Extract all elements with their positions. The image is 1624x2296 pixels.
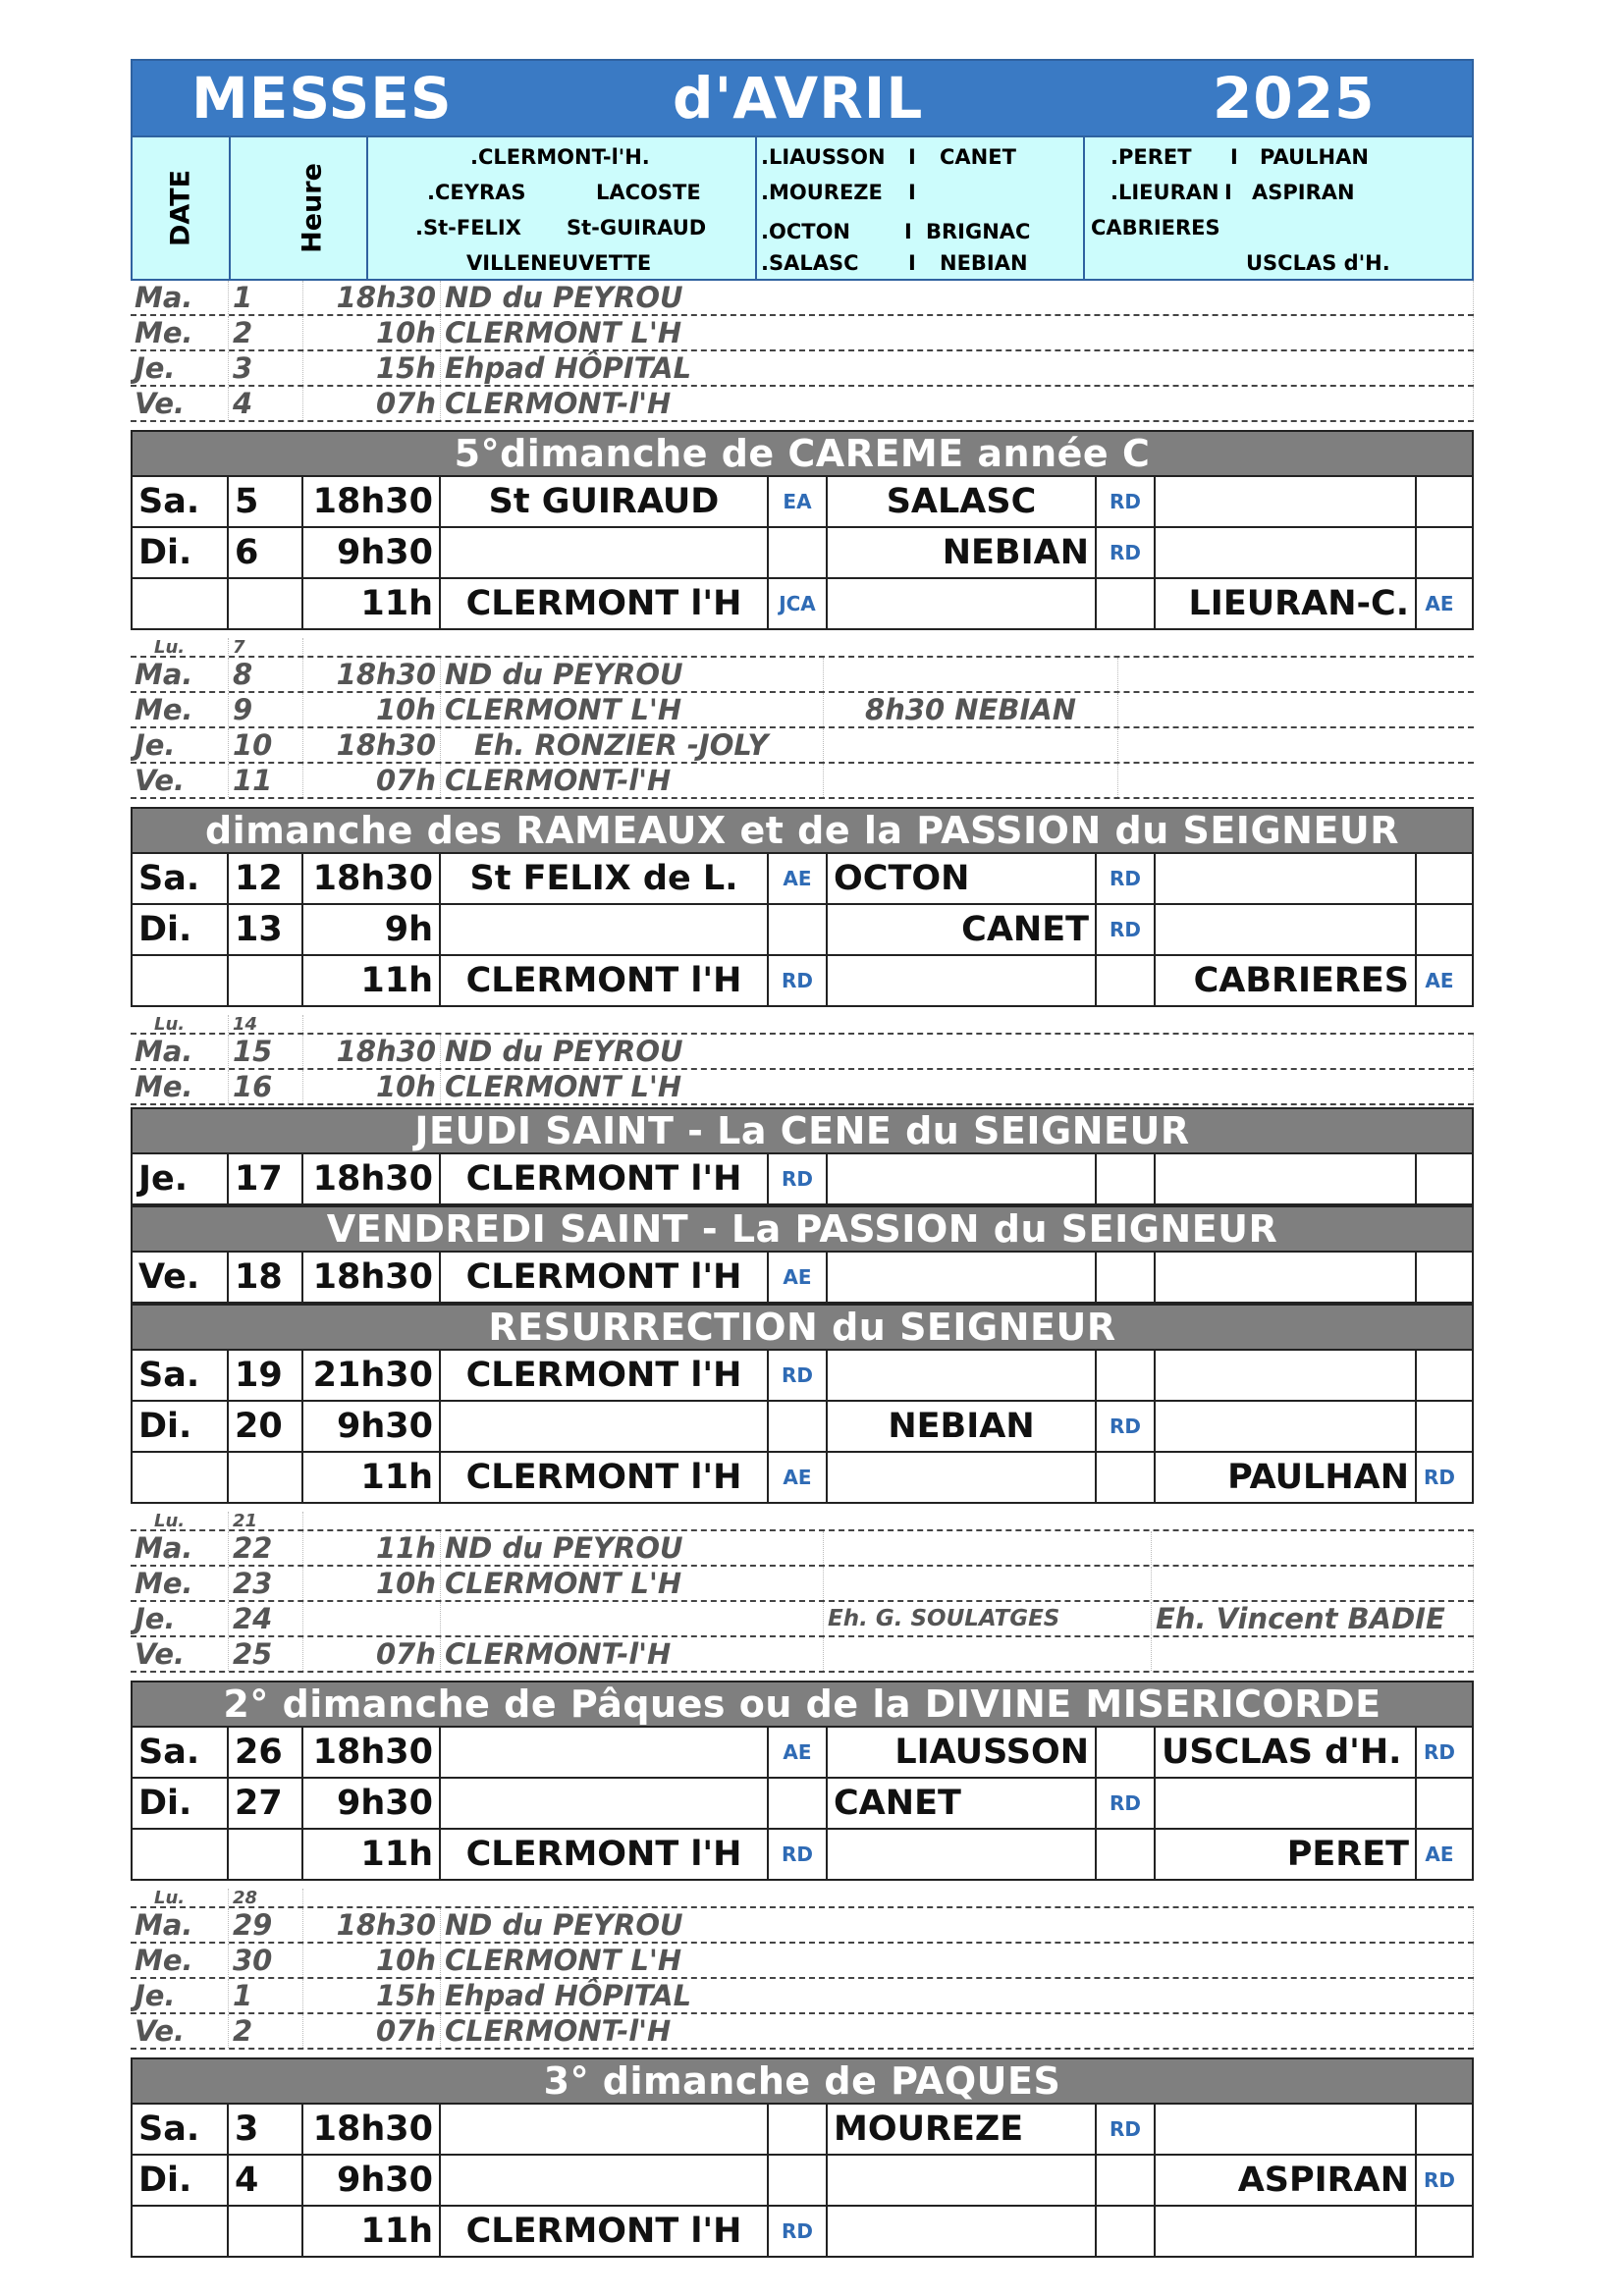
section-title: dimanche des RAMEAUX et de la PASSION du SEIGNEUR xyxy=(131,807,1474,854)
mass-row: 11h CLERMONT l'H RD PERET AE xyxy=(131,1830,1474,1881)
mass-row: 11h CLERMONT l'H JCA LIEURAN-C. AE xyxy=(131,579,1474,630)
header-parishes-1: .CLERMONT-l'H. .CEYRAS LACOSTE .St-FELIX St-GUIRAUD VILLENEUVETTE xyxy=(368,137,757,279)
title-year: 2025 xyxy=(1213,65,1376,132)
mass-row: Je. 17 18h30 CLERMONT l'H RD xyxy=(131,1154,1474,1205)
section-title: JEUDI SAINT - La CENE du SEIGNEUR xyxy=(131,1107,1474,1154)
mass-row: Sa. 12 18h30 St FELIX de L. AE OCTON RD xyxy=(131,854,1474,905)
weekday-row: Ma. 8 18h30 ND du PEYROU xyxy=(131,658,1474,693)
weekday-row: Ve. 25 07h CLERMONT-l'H xyxy=(131,1637,1474,1673)
section-title: 5°dimanche de CAREME année C xyxy=(131,430,1474,477)
mass-row: Di. 27 9h30 CANET RD xyxy=(131,1779,1474,1830)
mass-row: Di. 4 9h30 ASPIRAN RD xyxy=(131,2156,1474,2207)
weekday-row: Me. 16 10h CLERMONT L'H xyxy=(131,1070,1474,1105)
mass-row: Sa. 5 18h30 St GUIRAUD EA SALASC RD xyxy=(131,477,1474,528)
monday-row: Lu. 7 xyxy=(131,638,1474,658)
header-heure: Heure xyxy=(231,137,368,279)
weekday-row: Je. 10 18h30 Eh. RONZIER -JOLY xyxy=(131,728,1474,764)
title-messes: MESSES xyxy=(191,65,453,132)
weekday-row: Ve. 4 07h CLERMONT-l'H xyxy=(131,387,1474,422)
weekday-row: Ve. 2 07h CLERMONT-l'H xyxy=(131,2014,1474,2050)
monday-row: Lu. 21 xyxy=(131,1512,1474,1531)
weekday-row: Me. 23 10h CLERMONT L'H xyxy=(131,1567,1474,1602)
section-title: VENDREDI SAINT - La PASSION du SEIGNEUR xyxy=(131,1205,1474,1253)
monday-row: Lu. 14 xyxy=(131,1015,1474,1035)
weekday-row: Ma. 29 18h30 ND du PEYROU xyxy=(131,1908,1474,1944)
weekday-row: Me. 2 10h CLERMONT L'H xyxy=(131,316,1474,351)
title-banner xyxy=(131,59,1474,137)
mass-row: Sa. 19 21h30 CLERMONT l'H RD xyxy=(131,1351,1474,1402)
mass-row: Di. 13 9h CANET RD xyxy=(131,905,1474,956)
column-header xyxy=(131,137,1474,281)
section-title: 3° dimanche de PAQUES xyxy=(131,2057,1474,2105)
header-parishes-3: .PERET I PAULHAN .LIEURAN I ASPIRAN CABRIERES USCLAS d'H. xyxy=(1091,145,1390,275)
title-month: d'AVRIL xyxy=(673,65,924,132)
weekday-row: Ma. 15 18h30 ND du PEYROU xyxy=(131,1035,1474,1070)
mass-row: 11h CLERMONT l'H AE PAULHAN RD xyxy=(131,1453,1474,1504)
mass-row: 11h CLERMONT l'H RD xyxy=(131,2207,1474,2258)
mass-row: Ve. 18 18h30 CLERMONT l'H AE xyxy=(131,1253,1474,1304)
weekday-row: Je. 3 15h Ehpad HÔPITAL xyxy=(131,351,1474,387)
weekday-row: Ma. 22 11h ND du PEYROU xyxy=(131,1531,1474,1567)
weekday-row: Me. 30 10h CLERMONT L'H xyxy=(131,1944,1474,1979)
mass-row: Di. 20 9h30 NEBIAN RD xyxy=(131,1402,1474,1453)
weekday-row: Je. 24 Eh. G. SOULATGES Eh. Vincent BADIE xyxy=(131,1602,1474,1637)
weekday-row: Me. 9 10h CLERMONT L'H 8h30 NEBIAN xyxy=(131,693,1474,728)
header-parishes-2: .LIAUSSON I CANET .MOUREZE I .OCTON I BRIGNAC .SALASC I NEBIAN xyxy=(757,137,1085,279)
mass-row: Sa. 26 18h30 AE LIAUSSON USCLAS d'H. RD xyxy=(131,1728,1474,1779)
monday-row: Lu. 28 xyxy=(131,1889,1474,1908)
mass-row: 11h CLERMONT l'H RD CABRIERES AE xyxy=(131,956,1474,1007)
weekday-row: Ve. 11 07h CLERMONT-l'H xyxy=(131,764,1474,799)
weekday-row: Je. 1 15h Ehpad HÔPITAL xyxy=(131,1979,1474,2014)
mass-row: Sa. 3 18h30 MOUREZE RD xyxy=(131,2105,1474,2156)
section-title: 2° dimanche de Pâques ou de la DIVINE MISERICORDE xyxy=(131,1681,1474,1728)
section-title: RESURRECTION du SEIGNEUR xyxy=(131,1304,1474,1351)
weekday-row: Ma. 1 18h30 ND du PEYROU xyxy=(131,281,1474,316)
header-date: DATE xyxy=(133,137,231,279)
schedule-sheet xyxy=(131,59,1474,2258)
mass-row: Di. 6 9h30 NEBIAN RD xyxy=(131,528,1474,579)
